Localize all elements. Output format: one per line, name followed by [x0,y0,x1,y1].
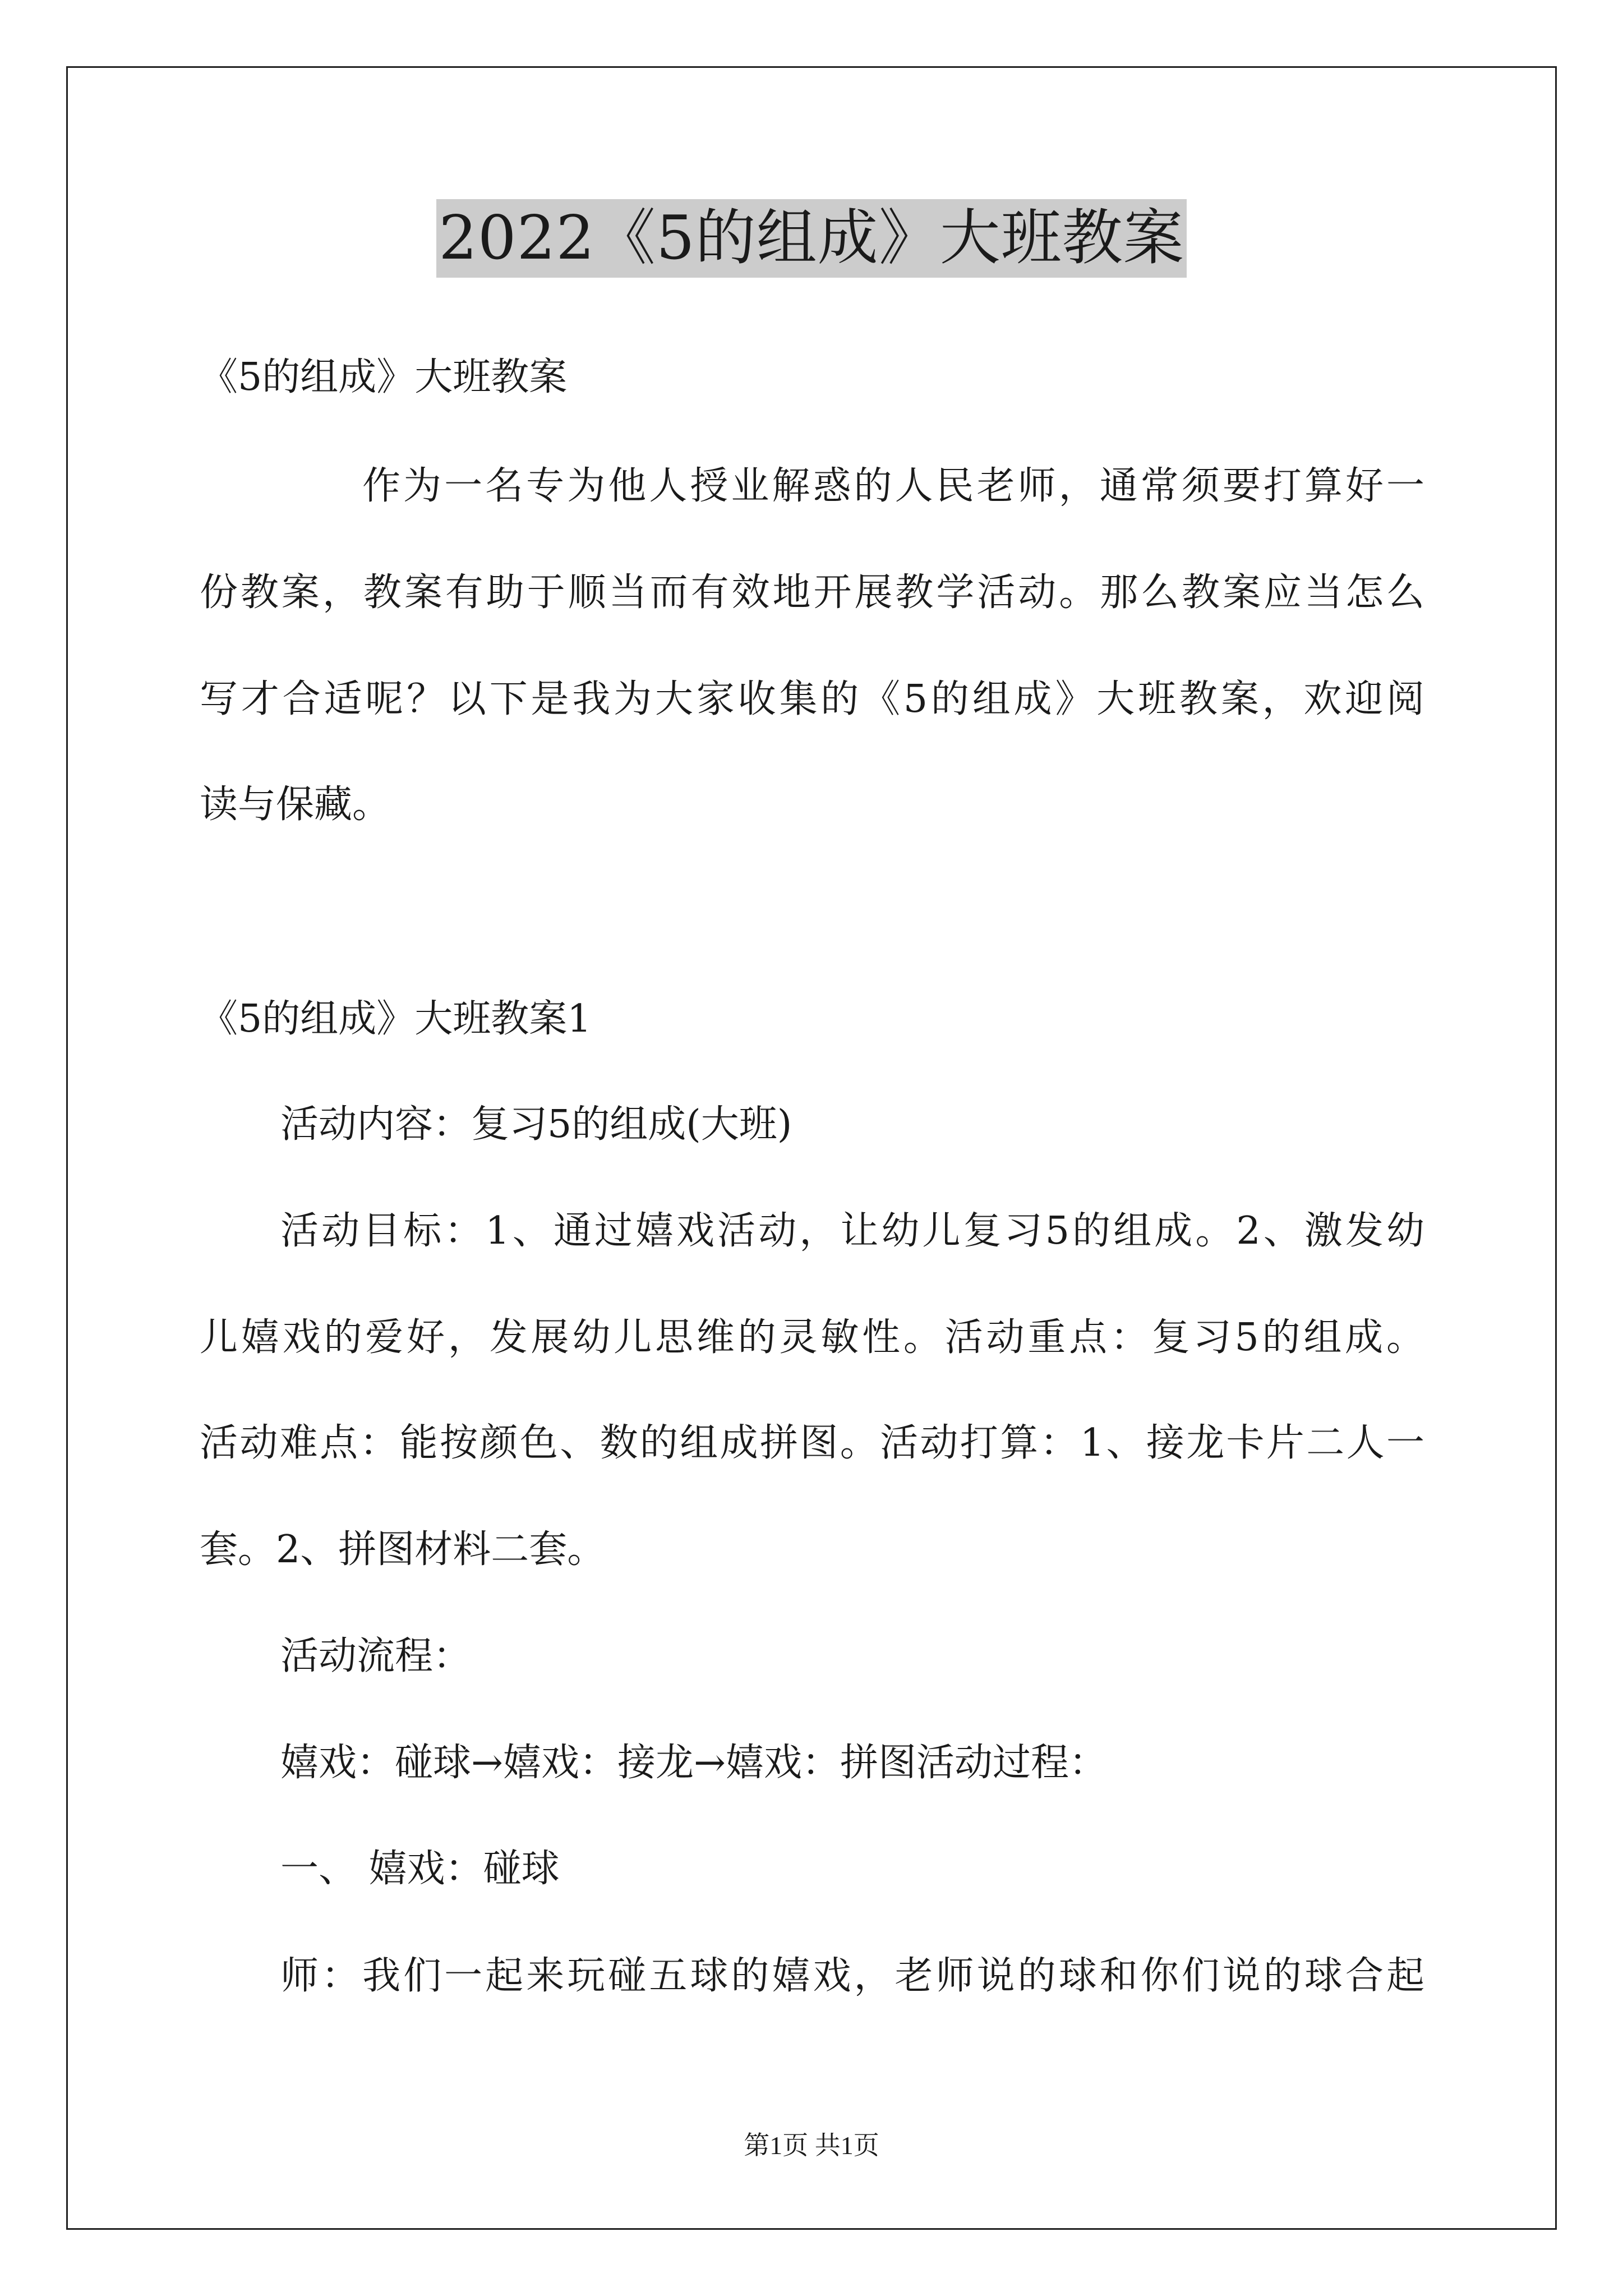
goals-line-3: 活动难点：能按颜色、数的组成拼图。活动打算：1、接龙卡片二人一 [200,1421,1424,1465]
page-footer: 第1页 共1页 [744,2131,879,2160]
intro-line-4: 读与保藏。 [200,783,391,827]
goals-line-4: 套。2、拼图材料二套。 [200,1527,606,1572]
process-label: 活动流程： [280,1634,472,1678]
goals-line-2: 儿嬉戏的爱好，发展幼儿思维的灵敏性。活动重点：复习5的组成。 [200,1315,1424,1360]
document-subtitle: 《5的组成》大班教案 [200,355,568,399]
process-flow: 嬉戏：碰球→嬉戏：接龙→嬉戏：拼图活动过程： [280,1741,1107,1785]
activity-content: 活动内容：复习5的组成(大班) [280,1102,792,1147]
title-container [0,199,1623,278]
step-one-heading: 一、 嬉戏：碰球 [280,1847,560,1891]
document-title: 2022《5的组成》大班教案 [436,199,1187,278]
teacher-line: 师：我们一起来玩碰五球的嬉戏，老师说的球和你们说的球合起 [280,1954,1424,1998]
section-heading: 《5的组成》大班教案1 [200,997,592,1041]
intro-line-3: 写才合适呢？以下是我为大家收集的《5的组成》大班教案，欢迎阅 [200,677,1424,721]
intro-line-1: 作为一名专为他人授业解惑的人民老师，通常须要打算好一 [362,464,1424,508]
goals-line-1: 活动目标：1、通过嬉戏活动，让幼儿复习5的组成。2、激发幼 [280,1209,1424,1253]
intro-line-2: 份教案，教案有助于顺当而有效地开展教学活动。那么教案应当怎么 [200,570,1424,615]
